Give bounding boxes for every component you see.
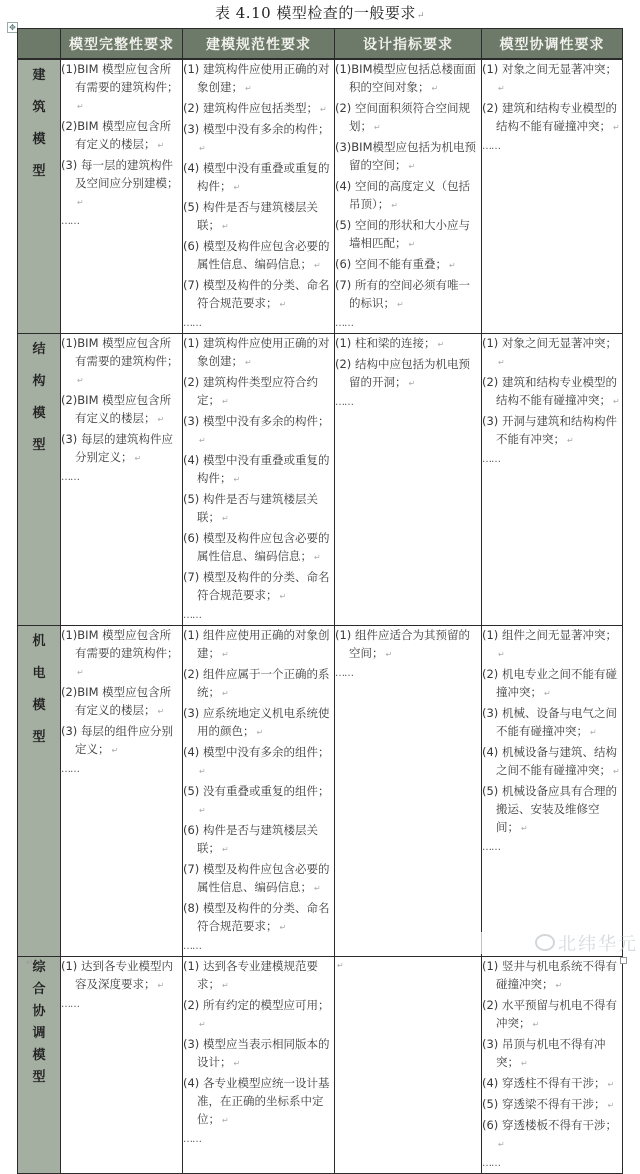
requirement-item [335, 355, 481, 393]
table-row [18, 626, 623, 957]
requirement-item [183, 334, 334, 372]
requirement-item [183, 626, 334, 664]
requirement-text: (3) 模型中没有多余的构件； [183, 122, 330, 136]
paragraph-mark-icon: ↵ [314, 261, 321, 270]
requirement-text: (2) 水平预留与机电不得有冲突； [482, 998, 617, 1030]
requirement-text: (3) 开洞与建筑和结构构件不能有冲突； [482, 414, 617, 446]
requirement-item [482, 665, 622, 703]
table-header-row [18, 29, 623, 60]
requirement-item [183, 60, 334, 98]
requirement-item [183, 373, 334, 411]
paragraph-mark-icon: ↵ [613, 397, 620, 406]
paragraph-mark-icon: ↵ [245, 358, 252, 367]
requirement-text: (6) 空间不能有重叠； [335, 257, 447, 271]
paragraph-mark-icon: ↵ [498, 650, 505, 659]
requirement-item [61, 117, 182, 155]
requirement-item [335, 99, 481, 137]
requirement-text: (1) 达到各专业建模规范要求； [183, 959, 318, 991]
requirement-text: (5) 空间的形状和大小应与墙相匹配； [335, 218, 470, 250]
requirement-text: (1) 柱和梁的连接； [335, 336, 436, 350]
watermark-text: 北纬华元 [558, 934, 638, 955]
paragraph-mark-icon: ↵ [498, 358, 505, 367]
requirement-item [61, 683, 182, 721]
requirement-item [335, 60, 481, 98]
cell-completeness [61, 957, 183, 1174]
requirement-text: (2)BIM 模型应包含所有定义的楼层； [61, 685, 172, 717]
requirement-text: (7) 模型及构件的分类、命名符合规范要求； [183, 570, 330, 602]
requirement-text: (7) 模型及构件应包含必要的属性信息、编码信息； [183, 862, 330, 894]
requirement-item [183, 99, 334, 119]
paragraph-mark-icon: ↵ [279, 300, 287, 309]
paragraph-mark-icon: ↵ [77, 102, 84, 111]
requirement-item [183, 568, 334, 606]
watermark [535, 930, 638, 956]
ellipsis-more: …… [482, 141, 500, 152]
requirement-text: (6) 构件是否与建筑楼层关联； [183, 823, 318, 855]
row-category-label [18, 957, 61, 1174]
paragraph-mark-icon: ↵ [408, 162, 416, 171]
requirement-item [183, 996, 334, 1034]
wechat-logo-icon [535, 934, 555, 951]
requirement-item [482, 704, 622, 742]
ellipsis-more: …… [335, 318, 353, 329]
paragraph-mark-icon: ↵ [279, 592, 287, 601]
requirement-item [335, 177, 481, 215]
watermark-fade [400, 932, 540, 954]
requirement-item [335, 276, 481, 314]
requirement-text: (3) 每层的建筑构件应分别定义； [61, 432, 173, 464]
requirement-item [183, 957, 334, 995]
requirement-text: (7) 所有的空间必须有唯一的标识； [335, 278, 470, 310]
requirement-text: (6) 穿透楼板不得有干涉； [482, 1118, 617, 1132]
paragraph-mark-icon: ↵ [448, 261, 456, 270]
requirement-item [482, 743, 622, 781]
paragraph-mark-icon: ↵ [374, 123, 381, 132]
cell-modeling [183, 334, 335, 626]
requirement-item [183, 782, 334, 820]
paragraph-mark-icon: ↵ [408, 240, 416, 249]
paragraph-mark-icon: ↵ [222, 689, 229, 698]
paragraph-mark-icon: ↵ [77, 376, 84, 385]
table-move-handle-icon[interactable]: ✥ [7, 22, 18, 33]
requirement-text: (1) 对象之间无显著冲突； [482, 336, 617, 350]
requirement-item [61, 334, 182, 390]
requirement-text: (3) 模型中没有多余的构件； [183, 414, 330, 428]
requirement-item [335, 138, 481, 176]
requirement-item [482, 626, 622, 664]
requirement-text: (6) 模型及构件应包含必要的属性信息、编码信息； [183, 239, 330, 271]
category-char: 合 [32, 982, 46, 997]
cell-coordination [482, 626, 623, 957]
row-category-label [18, 626, 61, 957]
requirement-item [183, 276, 334, 314]
paragraph-mark-icon: ↵ [199, 767, 206, 776]
category-char: 型 [32, 438, 46, 453]
cell-modeling [183, 59, 335, 334]
requirement-text: (1)BIM 模型应包含所有需要的建筑构件； [61, 628, 179, 660]
requirement-item [482, 957, 622, 995]
requirement-item [183, 529, 334, 567]
paragraph-mark-icon: ↵ [521, 824, 528, 833]
requirement-item [183, 860, 334, 898]
requirement-text: (1)BIM模型应包括总楼面面积的空间对象； [335, 62, 476, 94]
requirement-item [61, 60, 182, 116]
requirement-item [482, 782, 622, 838]
paragraph-mark-icon: ↵ [607, 1080, 615, 1089]
cell-design [335, 334, 482, 626]
requirement-item [482, 60, 622, 98]
cell-completeness [61, 59, 183, 334]
requirement-text: (4) 穿透柱不得有干涉； [482, 1076, 606, 1090]
requirement-text: (5) 穿透梁不得有干涉； [482, 1097, 606, 1111]
paragraph-mark-icon: ↵ [416, 11, 425, 21]
paragraph-mark-icon: ↵ [337, 961, 344, 970]
ellipsis-more: …… [183, 610, 201, 621]
paragraph-mark-icon: ↵ [134, 454, 142, 463]
requirement-text: (1) 对象之间无显著冲突； [482, 62, 617, 76]
ellipsis-more: …… [61, 216, 79, 227]
category-char: 型 [32, 164, 46, 179]
cell-coordination [482, 957, 623, 1174]
requirements-table [17, 28, 623, 1174]
table-row [18, 334, 623, 626]
table-resize-handle[interactable] [620, 957, 627, 964]
cell-design [335, 957, 482, 1174]
paragraph-mark-icon: ↵ [26, 958, 34, 968]
requirement-item [183, 1035, 334, 1073]
paragraph-mark-icon: ↵ [222, 514, 229, 523]
row-category-label [18, 334, 61, 626]
paragraph-mark-icon: ↵ [199, 436, 206, 445]
paragraph-mark-icon: ↵ [544, 689, 551, 698]
category-char: 模 [32, 132, 46, 147]
category-char: 筑 [32, 100, 46, 115]
requirement-text: (1) 组件应适合为其预留的空间； [335, 628, 470, 660]
category-char: 协 [32, 1004, 46, 1019]
requirement-text: (1) 达到各专业模型内容及深度要求； [61, 959, 173, 991]
requirement-text: (2) 空间面积须符合空间规划； [335, 101, 470, 133]
paragraph-mark-icon: ↵ [567, 436, 574, 445]
cell-coordination [482, 59, 623, 334]
paragraph-mark-icon: ↵ [157, 981, 165, 990]
row-category-label [18, 59, 61, 334]
requirement-text: (4) 模型中没有重叠或重复的构件； [183, 161, 330, 193]
paragraph-mark-icon: ↵ [590, 728, 597, 737]
requirement-item [183, 490, 334, 528]
category-char: 电 [32, 666, 46, 681]
requirement-text: (3) 应系统地定义机电系统使用的颜色； [183, 706, 330, 738]
requirement-item [482, 373, 622, 411]
requirement-item [183, 237, 334, 275]
category-char: 模 [32, 698, 46, 713]
paragraph-mark-icon: ↵ [613, 123, 620, 132]
paragraph-mark-icon: ↵ [233, 475, 241, 484]
requirement-text: (4) 模型中没有重叠或重复的构件； [183, 453, 330, 485]
requirement-item [183, 159, 334, 197]
requirement-item [482, 1095, 622, 1115]
requirement-text: (5) 没有重叠或重复的组件； [183, 784, 330, 798]
requirement-item [183, 743, 334, 781]
paragraph-mark-icon: ↵ [521, 1059, 528, 1068]
ellipsis-more: …… [482, 842, 500, 853]
requirement-text: (1) 建筑构件应使用正确的对象创建； [183, 62, 330, 94]
requirement-text: (1) 组件之间无显著冲突； [482, 628, 617, 642]
cell-modeling [183, 626, 335, 957]
paragraph-mark-icon: ↵ [613, 767, 620, 776]
paragraph-mark-icon: ↵ [222, 222, 229, 231]
requirement-item [61, 722, 182, 760]
paragraph-mark-icon: ↵ [157, 141, 165, 150]
requirement-text: (2) 结构中应包括为机电预留的开洞； [335, 357, 470, 389]
requirement-item [482, 334, 622, 372]
cell-design [335, 59, 482, 334]
ellipsis-more: …… [61, 472, 79, 483]
requirement-text: (1) 竖井与机电系统不得有碰撞冲突； [482, 959, 617, 991]
paragraph-mark-icon: ↵ [111, 746, 119, 755]
paragraph-mark-icon: ↵ [397, 300, 404, 309]
category-char: 构 [32, 374, 46, 389]
requirement-text: (5) 构件是否与建筑楼层关联； [183, 492, 318, 524]
requirement-item [183, 120, 334, 158]
requirement-item [335, 626, 481, 664]
paragraph-mark-icon: ↵ [391, 201, 398, 210]
cell-completeness [61, 334, 183, 626]
header-completeness: 模型完整性要求 [61, 29, 183, 60]
ellipsis-more: …… [482, 1158, 500, 1169]
requirement-text: (2) 所有约定的模型应可用； [183, 998, 330, 1012]
cell-design [335, 626, 482, 957]
requirement-text: (4) 各专业模型应统一设计基准，在正确的坐标系中定位； [183, 1076, 330, 1126]
requirement-text: (8) 模型及构件的分类、命名符合规范要求； [183, 901, 330, 933]
table-row [18, 59, 623, 334]
requirement-text: (3) 模型应当表示相同版本的设计； [183, 1037, 330, 1069]
requirement-item [335, 334, 481, 354]
requirement-item [61, 957, 182, 995]
paragraph-mark-icon: ↵ [607, 1101, 615, 1110]
requirement-item [61, 156, 182, 212]
requirement-text: (7) 模型及构件的分类、命名符合规范要求； [183, 278, 330, 310]
paragraph-mark-icon: ↵ [319, 105, 327, 114]
requirement-text: (1) 组件应使用正确的对象创建； [183, 628, 330, 660]
requirement-text: (2) 建筑构件应包括类型； [183, 101, 318, 115]
paragraph-mark-icon: ↵ [256, 728, 264, 737]
paragraph-mark-icon: ↵ [532, 1020, 540, 1029]
ellipsis-more: …… [183, 941, 201, 952]
requirement-item [482, 996, 622, 1034]
category-char: 结 [32, 342, 46, 357]
cell-modeling [183, 957, 335, 1174]
paragraph-mark-icon: ↵ [408, 379, 416, 388]
requirement-text: (3) 每一层的建筑构件及空间应分别建模； [61, 158, 179, 190]
category-char: 调 [32, 1026, 46, 1041]
category-char: 建 [32, 68, 46, 83]
requirement-text: (2) 建筑和结构专业模型的结构不能有碰撞冲突； [482, 101, 617, 133]
requirement-text: (3) 每层的组件应分别定义； [61, 724, 173, 756]
paragraph-mark-icon: ↵ [77, 198, 84, 207]
requirement-item [61, 391, 182, 429]
paragraph-mark-icon: ↵ [222, 1116, 229, 1125]
paragraph-mark-icon: ↵ [314, 884, 321, 893]
paragraph-mark-icon: ↵ [222, 650, 229, 659]
paragraph-mark-icon: ↵ [555, 981, 563, 990]
ellipsis-more: …… [335, 668, 353, 679]
paragraph-mark-icon: ↵ [498, 1140, 505, 1149]
ellipsis-more: …… [335, 397, 353, 408]
requirement-text: (2) 组件应属于一个正确的系统； [183, 667, 330, 699]
paragraph-mark-icon: ↵ [233, 183, 241, 192]
category-char: 机 [32, 634, 46, 649]
paragraph-mark-icon: ↵ [431, 84, 439, 93]
header-coordination: 模型协调性要求 [482, 29, 623, 60]
requirement-text: (2) 建筑和结构专业模型的结构不能有碰撞冲突； [482, 375, 617, 407]
cell-coordination [482, 334, 623, 626]
table-title-text: 表 4.10 模型检查的一般要求 [215, 4, 416, 22]
requirement-text: (4) 机械设备与建筑、结构之间不能有碰撞冲突； [482, 745, 617, 777]
cell-completeness [61, 626, 183, 957]
requirement-item [183, 1074, 334, 1130]
paragraph-mark-icon: ↵ [199, 144, 206, 153]
paragraph-mark-icon: ↵ [157, 415, 165, 424]
requirement-item [335, 255, 481, 275]
category-char: 模 [32, 1048, 46, 1063]
requirement-item [482, 412, 622, 450]
requirement-text: (5) 构件是否与建筑楼层关联； [183, 200, 318, 232]
paragraph-mark-icon: ↵ [222, 981, 229, 990]
ellipsis-more: …… [61, 999, 79, 1010]
category-char: 综 [32, 960, 46, 975]
requirement-item [482, 1035, 622, 1073]
paragraph-mark-icon: ↵ [233, 1059, 241, 1068]
ellipsis-more: …… [482, 454, 500, 465]
requirement-text: (1) 建筑构件应使用正确的对象创建； [183, 336, 330, 368]
requirement-item [183, 899, 334, 937]
header-corner-cell [18, 29, 61, 60]
paragraph-mark-icon: ↵ [314, 553, 321, 562]
requirement-item [335, 216, 481, 254]
paragraph-mark-icon: ↵ [157, 707, 165, 716]
requirement-text: (2) 建筑构件类型应符合约定； [183, 375, 318, 407]
header-modeling-standards: 建模规范性要求 [183, 29, 335, 60]
paragraph-mark-icon: ↵ [199, 1020, 206, 1029]
paragraph-mark-icon: ↵ [222, 845, 229, 854]
requirement-item [482, 99, 622, 137]
requirement-text: (4) 空间的高度定义（包括吊顶）； [335, 179, 470, 211]
requirement-text: (3)BIM模型应包括为机电预留的空间； [335, 140, 476, 172]
requirement-item [183, 412, 334, 450]
requirement-text: (2)BIM 模型应包含所有定义的楼层； [61, 119, 172, 151]
requirement-item [61, 430, 182, 468]
header-design-indicators: 设计指标要求 [335, 29, 482, 60]
requirement-text: (5) 机械设备应具有合理的搬运、安装及维修空间； [482, 784, 617, 834]
requirement-text: (2)BIM 模型应包含所有定义的楼层； [61, 393, 172, 425]
paragraph-mark-icon: ↵ [77, 668, 84, 677]
paragraph-mark-icon: ↵ [437, 340, 445, 349]
table-row [18, 957, 623, 1174]
ellipsis-more: …… [61, 764, 79, 775]
requirement-text: (1)BIM 模型应包含所有需要的建筑构件； [61, 336, 179, 368]
category-char: 模 [32, 406, 46, 421]
ellipsis-more: …… [183, 318, 201, 329]
requirement-text: (2) 机电专业之间不能有碰撞冲突； [482, 667, 617, 699]
table-title [0, 2, 640, 23]
paragraph-mark-icon: ↵ [222, 397, 229, 406]
requirement-item [61, 626, 182, 682]
requirement-item [183, 451, 334, 489]
paragraph-mark-icon: ↵ [199, 806, 206, 815]
requirement-text: (4) 模型中没有多余的组件； [183, 745, 330, 759]
requirement-item [183, 198, 334, 236]
requirement-item [482, 1074, 622, 1094]
requirement-text: (3) 机械、设备与电气之间不能有碰撞冲突； [482, 706, 617, 738]
paragraph-mark-icon: ↵ [498, 84, 505, 93]
requirement-text: (3) 吊顶与机电不得有冲突； [482, 1037, 606, 1069]
requirement-item [183, 665, 334, 703]
requirement-item [183, 704, 334, 742]
paragraph-mark-icon: ↵ [245, 84, 252, 93]
ellipsis-more: …… [183, 1134, 201, 1145]
requirement-text: (6) 模型及构件应包含必要的属性信息、编码信息； [183, 531, 330, 563]
paragraph-mark-icon: ↵ [279, 923, 287, 932]
paragraph-mark-icon: ↵ [385, 650, 393, 659]
category-char: 型 [32, 730, 46, 745]
requirement-item [183, 821, 334, 859]
requirement-text: (1)BIM 模型应包含所有需要的建筑构件； [61, 62, 179, 94]
category-char: 型 [32, 1070, 46, 1085]
requirement-item [482, 1116, 622, 1154]
